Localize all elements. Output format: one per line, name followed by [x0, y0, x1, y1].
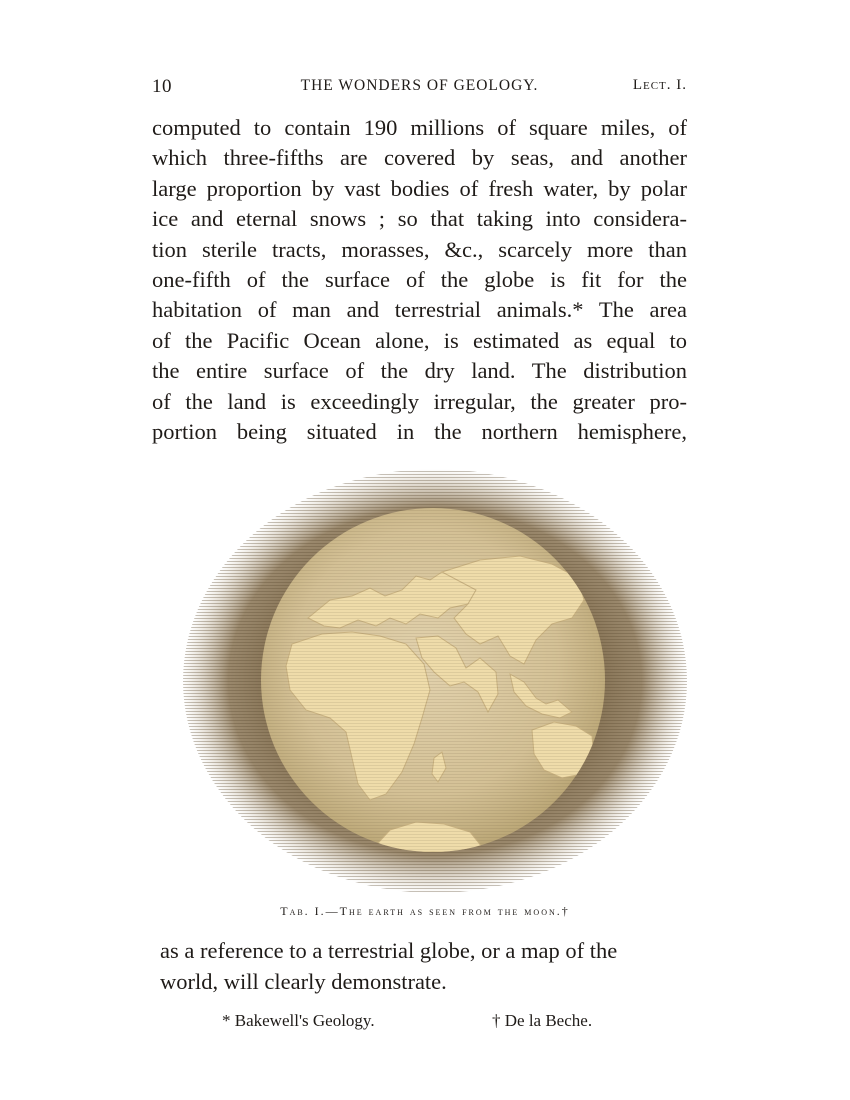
- text-line: computed to contain 190 millions of square miles, of: [152, 115, 687, 140]
- text-line: one-fifth of the surface of the globe is fit for the: [152, 266, 687, 292]
- text-line: which three-fifths are covered by seas, and another: [152, 145, 687, 171]
- earth-from-moon-engraving: [180, 468, 690, 898]
- text-line: the entire surface of the dry land. The distribution: [152, 358, 687, 384]
- running-header: [152, 76, 687, 100]
- footnote-bakewell: * Bakewell's Geology.: [222, 1011, 375, 1030]
- page-number: 10: [152, 76, 172, 97]
- footnote-de-la-beche: † De la Beche.: [492, 1011, 593, 1030]
- lecture-label: Lect. I.: [632, 77, 687, 93]
- main-paragraph: [152, 113, 687, 447]
- earth-illustration: [180, 468, 690, 898]
- running-title: THE WONDERS OF GEOLOGY.: [300, 77, 539, 94]
- text-line: ice and eternal snows ; so that taking into considera-: [152, 206, 687, 232]
- text-line: habitation of man and terrestrial animals.* The area: [152, 297, 687, 323]
- text-line: as a reference to a terrestrial globe, or a map of the: [160, 938, 618, 963]
- text-line: of the Pacific Ocean alone, is estimated as equal to: [152, 327, 687, 353]
- text-line: world, will clearly demonstrate.: [160, 969, 447, 994]
- text-line: large proportion by vast bodies of fresh water, by polar: [152, 175, 687, 201]
- disc-hatching: [261, 508, 605, 852]
- text-line: of the land is exceedingly irregular, the greater pro-: [152, 388, 687, 414]
- text-line: portion being situated in the northern hemisphere,: [152, 418, 687, 444]
- figure-caption: Tab. I.—The earth as seen from the moon.†: [280, 904, 570, 918]
- continuation-paragraph: [160, 935, 687, 997]
- text-line: tion sterile tracts, morasses, &c., scarcely more than: [152, 236, 687, 262]
